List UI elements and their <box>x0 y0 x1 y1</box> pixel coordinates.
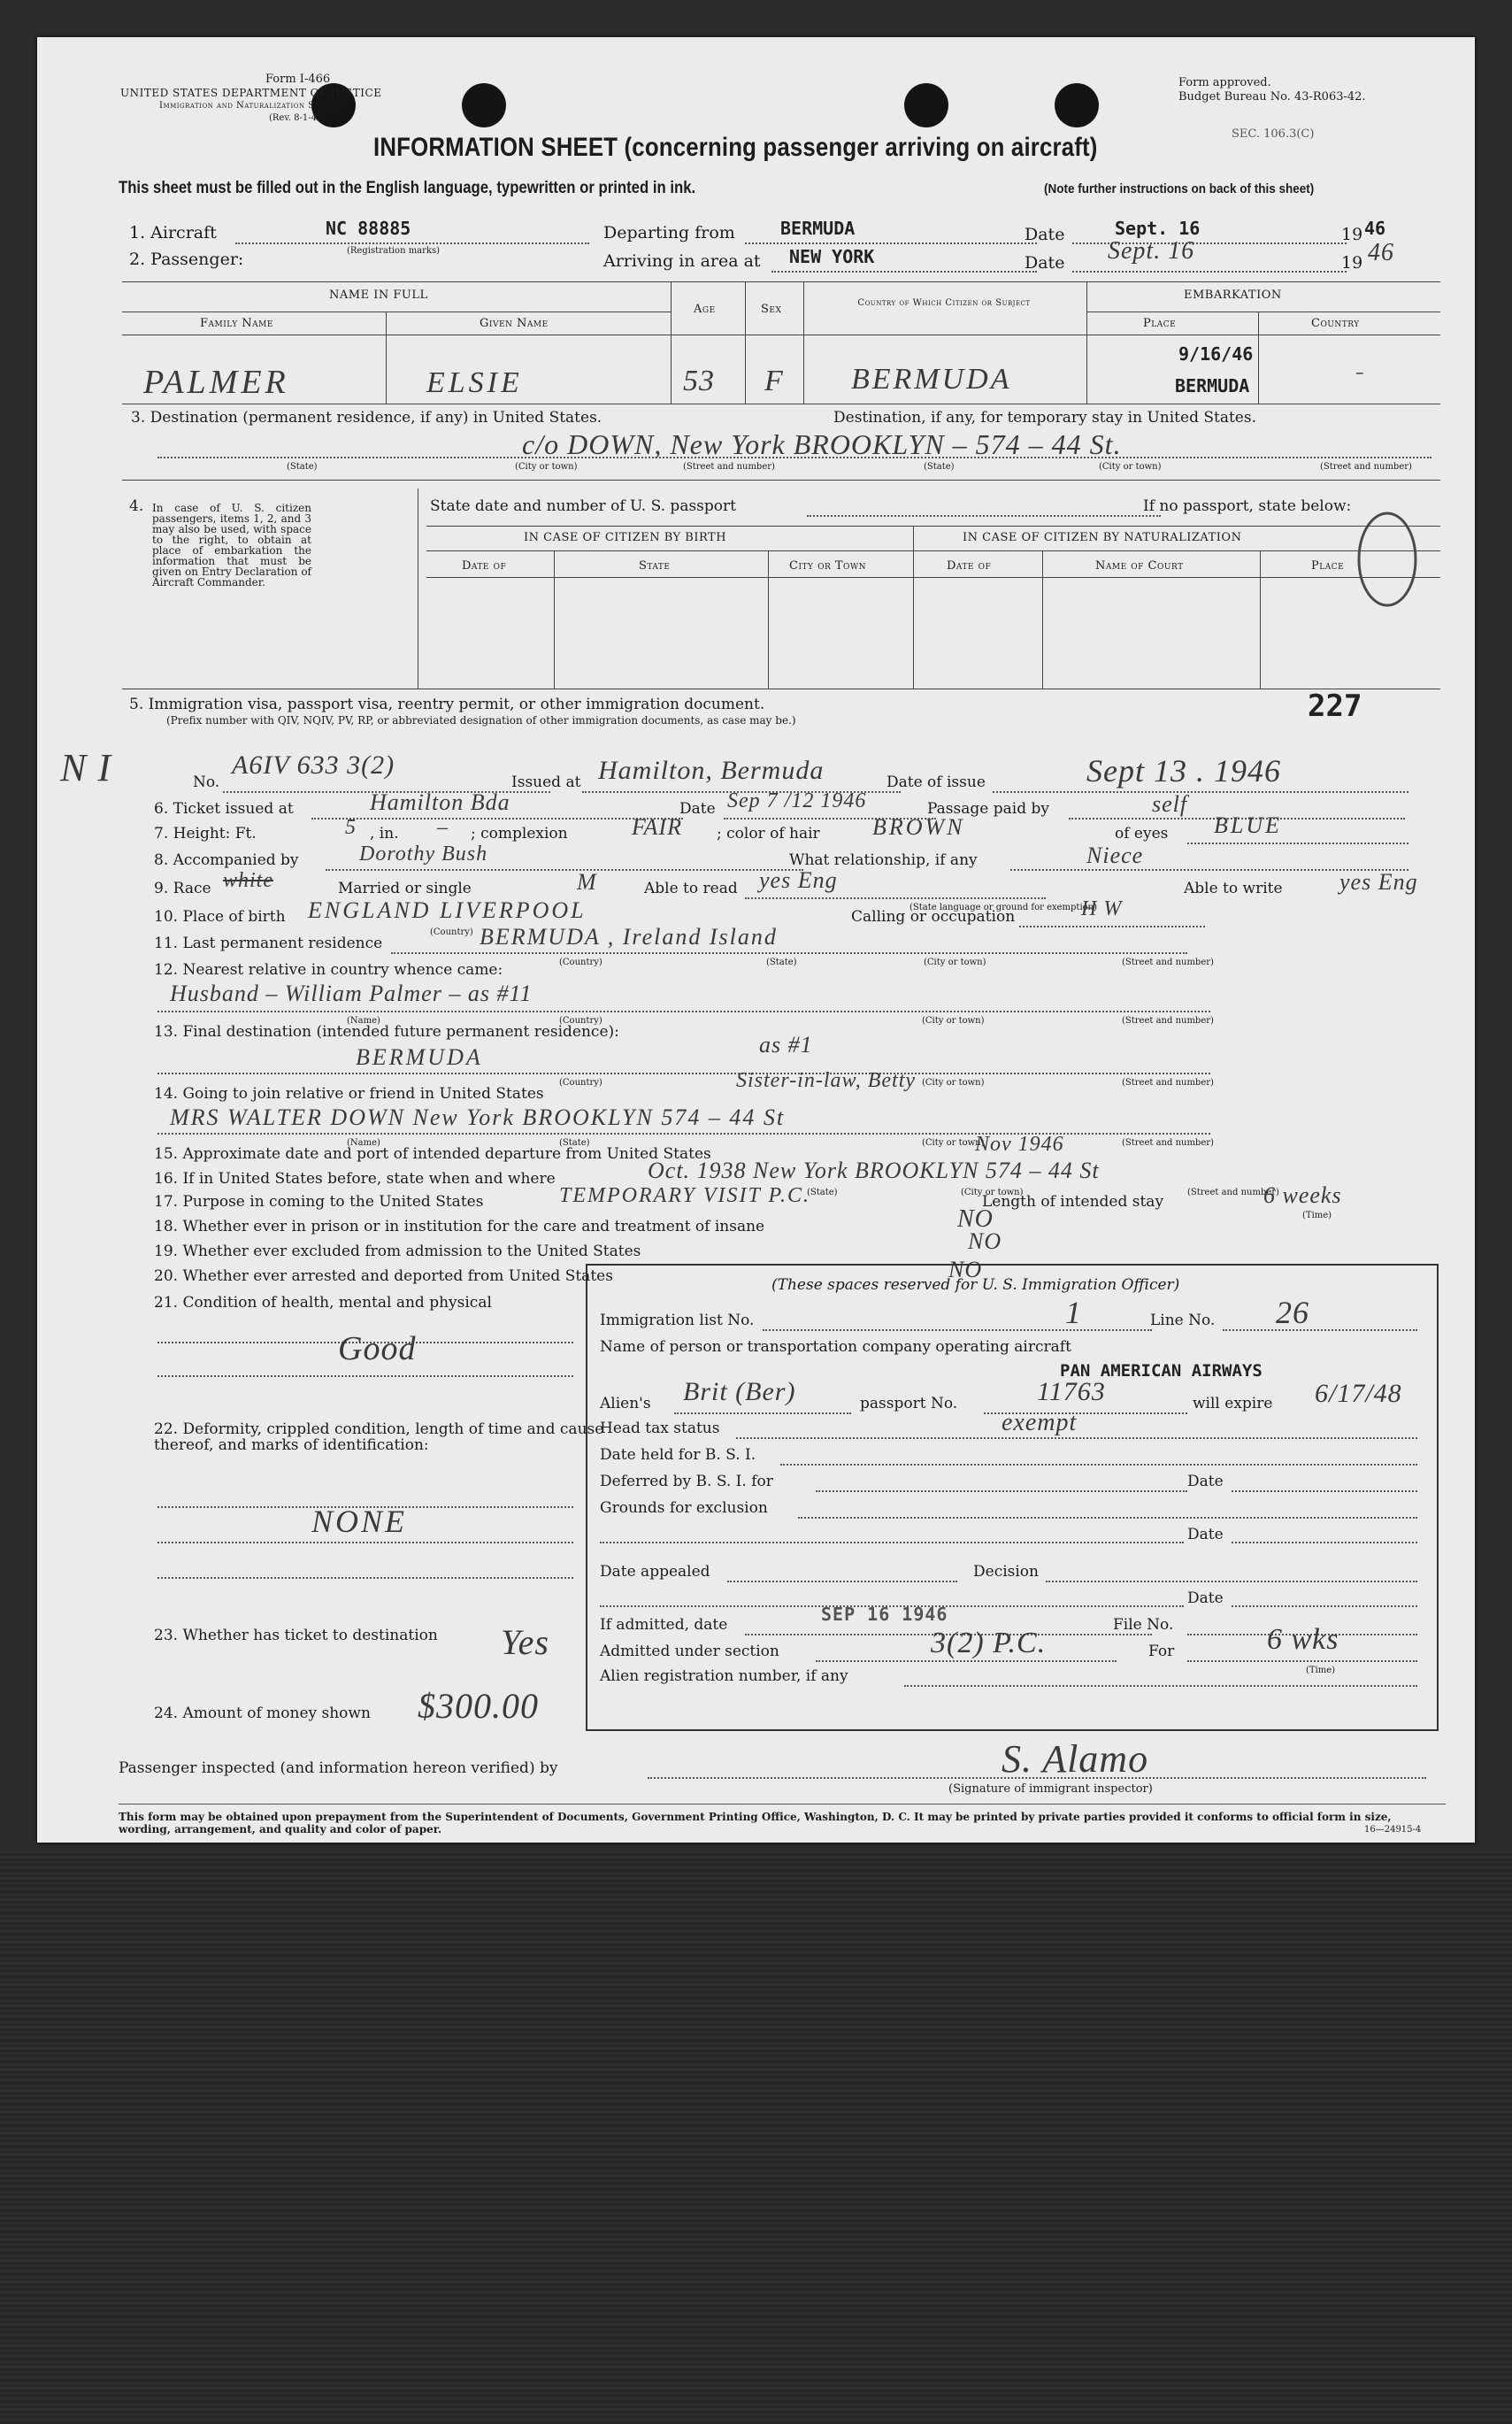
eye-color-value: BLUE <box>1214 812 1282 838</box>
departing-label: Departing from <box>603 223 735 242</box>
head-tax-value: exempt <box>1002 1409 1078 1436</box>
sub-country-13: (Country) <box>559 1078 602 1088</box>
able-to-read-label: Able to read <box>644 880 738 897</box>
alien-registration-label: Alien registration number, if any <box>600 1667 848 1685</box>
passport-number-value: 11763 <box>1037 1377 1106 1406</box>
stamped-number: 227 <box>1308 689 1362 724</box>
date-label-2: Date <box>1025 253 1065 273</box>
language-exemption-note: (State language or ground for exemption) <box>910 903 1098 912</box>
embarkation-date-value: 9/16/46 <box>1178 343 1254 365</box>
aircraft-value: NC 88885 <box>326 218 411 239</box>
issued-at-label: Issued at <box>511 773 581 791</box>
admitted-date-label: If admitted, date <box>600 1616 728 1634</box>
immigration-doc-label: 5. Immigration visa, passport visa, reentry permit, or other immigration document. <box>129 696 765 713</box>
stay-length-value: 6 weeks <box>1263 1182 1342 1208</box>
race-label: 9. Race <box>154 880 211 897</box>
grounds-date-label: Date <box>1187 1526 1224 1543</box>
purpose-label: 17. Purpose in coming to the United States <box>154 1193 484 1211</box>
race-value: white <box>223 869 273 892</box>
date-of-issue-value: Sept 13 . 1946 <box>1086 753 1281 789</box>
us-passport-label: State date and number of U. S. passport <box>430 497 736 515</box>
language-instruction: This sheet must be filled out in the English language, typewritten or printed in ink. <box>119 179 696 197</box>
hair-color-label: ; color of hair <box>717 825 820 843</box>
final-destination-value-2: as #1 <box>759 1032 813 1058</box>
officer-box-heading: (These spaces reserved for U. S. Immigration Officer) <box>771 1276 1180 1294</box>
excluded-label: 19. Whether ever excluded from admission to the United States <box>154 1243 641 1260</box>
aircraft-label: 1. Aircraft <box>129 223 217 242</box>
birthplace-label: 10. Place of birth <box>154 908 286 926</box>
budget-bureau-line: Budget Bureau No. 43-R063-42. <box>1178 90 1366 104</box>
prison-label: 18. Whether ever in prison or in institution for the care and treatment of insane <box>154 1218 765 1235</box>
health-value: Good <box>338 1330 417 1367</box>
line-number-label: Line No. <box>1150 1312 1216 1329</box>
item4-note: In case of U. S. citizen passengers, items 1, 2, and 3 may also be used, with space to the right, to obtain at place of embarkation the information that must be given on Entry Declaration of Aircraft Commander. <box>152 502 311 589</box>
date-label-1: Date <box>1025 225 1065 244</box>
join-relative-label: 14. Going to join relative or friend in United States <box>154 1085 544 1103</box>
admitted-section-label: Admitted under section <box>600 1643 779 1660</box>
company-label: Name of person or transportation company operating aircraft <box>600 1338 1071 1356</box>
age-header: Age <box>694 303 716 316</box>
name-in-full-header: NAME IN FULL <box>329 289 428 302</box>
given-name-value: ELSIE <box>426 366 523 399</box>
birthplace-value: ENGLAND LIVERPOOL <box>308 897 587 923</box>
relationship-value: Niece <box>1086 843 1144 868</box>
ticket-destination-value: Yes <box>501 1622 549 1662</box>
arriving-value: NEW YORK <box>789 246 875 267</box>
sub-country-10: (Country) <box>430 927 473 937</box>
married-value: M <box>577 869 597 895</box>
sub-city-11: (City or town) <box>924 958 986 967</box>
arriving-label: Arriving in area at <box>603 251 761 271</box>
registration-note: (Registration marks) <box>347 246 441 256</box>
embarkation-header: EMBARKATION <box>1184 289 1282 302</box>
previous-visit-value: Oct. 1938 New York BROOKLYN 574 – 44 St <box>648 1158 1100 1183</box>
ticket-issued-label: 6. Ticket issued at <box>154 800 294 818</box>
prison-value: NO <box>957 1205 994 1233</box>
sub-country-12: (Country) <box>559 1016 602 1026</box>
citizen-by-birth-header: IN CASE OF CITIZEN BY BIRTH <box>524 531 727 544</box>
date-of-issue-label: Date of issue <box>886 773 986 791</box>
accompanied-label: 8. Accompanied by <box>154 851 299 869</box>
item4-number: 4. <box>129 497 144 515</box>
file-number-label: File No. <box>1113 1616 1174 1634</box>
ticket-date-value: Sep 7 /12 1946 <box>727 789 867 812</box>
grounds-label: Grounds for exclusion <box>600 1499 768 1517</box>
punch-hole <box>1055 83 1099 127</box>
immigration-list-label: Immigration list No. <box>600 1312 755 1329</box>
arrival-date: Sept. 16 <box>1108 237 1195 265</box>
appeal-date-label: Date <box>1187 1589 1224 1607</box>
form-number: Form I-466 <box>265 73 331 86</box>
sex-header: Sex <box>761 303 782 316</box>
aliens-value: Brit (Ber) <box>683 1377 796 1406</box>
join-relative-value: MRS WALTER DOWN New York BROOKLYN 574 – 44 St <box>170 1104 786 1130</box>
family-name-value: PALMER <box>143 364 289 401</box>
married-label: Married or single <box>338 880 472 897</box>
passage-paid-label: Passage paid by <box>927 800 1049 818</box>
height-in-label: , in. <box>370 825 399 843</box>
ticket-date-label: Date <box>679 800 716 818</box>
immigration-doc-sublabel: (Prefix number with QIV, NQIV, PV, RP, or abbreviated designation of other immigration documents, as case may be.) <box>166 714 796 727</box>
deferred-date-label: Date <box>1187 1473 1224 1490</box>
department-line: UNITED STATES DEPARTMENT OF JUSTICE <box>120 87 382 99</box>
ticket-issued-value: Hamilton Bda <box>370 789 510 815</box>
deferred-label: Deferred by B. S. I. for <box>600 1473 773 1490</box>
height-ft-value: 5 <box>345 816 357 839</box>
age-value: 53 <box>683 365 715 397</box>
inspected-by-label: Passenger inspected (and information hereon verified) by <box>119 1759 558 1777</box>
departure-year: 46 <box>1364 218 1386 239</box>
circled-zero-mark <box>1352 506 1423 612</box>
deported-label: 20. Whether ever arrested and deported from United States <box>154 1267 613 1285</box>
punch-hole <box>462 83 506 127</box>
sub-state-14: (State) <box>559 1138 590 1148</box>
no-passport-label: If no passport, state below: <box>1143 497 1352 515</box>
sub-state-2: (State) <box>924 462 955 472</box>
able-to-write-value: yes Eng <box>1339 869 1418 895</box>
sub-country-11: (Country) <box>559 958 602 967</box>
service-line: Immigration and Naturalization Service <box>159 101 343 111</box>
issued-at-value: Hamilton, Bermuda <box>598 756 825 785</box>
destination-value: c/o DOWN, New York BROOKLYN – 574 – 44 St. <box>522 428 1122 460</box>
place-header: Place <box>1143 317 1177 330</box>
previous-visit-label: 16. If in United States before, state when and where <box>154 1170 556 1188</box>
last-residence-value: BERMUDA , Ireland Island <box>480 924 778 950</box>
nat-place-header: Place <box>1311 559 1345 573</box>
punch-hole <box>904 83 948 127</box>
able-to-write-label: Able to write <box>1184 880 1283 897</box>
sub-city-16: (City or town) <box>961 1188 1024 1197</box>
sub-name-12: (Name) <box>347 1016 380 1026</box>
sub-city-13: (City or town) <box>922 1078 985 1088</box>
sub-street-16: (Street and number) <box>1187 1188 1279 1197</box>
citizen-country-value: BERMUDA <box>851 363 1012 396</box>
embarkation-place-value: BERMUDA <box>1175 375 1250 396</box>
departure-plan-label: 15. Approximate date and port of intended departure from United States <box>154 1145 711 1163</box>
immigration-list-value: 1 <box>1065 1295 1082 1330</box>
will-expire-value: 6/17/48 <box>1315 1379 1402 1408</box>
country-header: Country <box>1311 317 1360 330</box>
admitted-date-stamp: SEP 16 1946 <box>821 1604 948 1625</box>
aliens-label: Alien's <box>600 1395 651 1412</box>
money-label: 24. Amount of money shown <box>154 1704 371 1722</box>
arrival-year: 46 <box>1368 239 1394 266</box>
passage-paid-value: self <box>1152 791 1188 817</box>
nat-court-header: Name of Court <box>1095 559 1184 573</box>
temporary-destination-label: Destination, if any, for temporary stay in United States. <box>833 409 1256 427</box>
departure-plan-value: Nov 1946 <box>975 1133 1064 1156</box>
for-label: For <box>1148 1643 1175 1660</box>
family-name-header: Family Name <box>200 317 273 330</box>
departure-date: Sept. 16 <box>1115 218 1201 239</box>
sub-street-11: (Street and number) <box>1122 958 1214 967</box>
margin-mark: N I <box>60 746 111 789</box>
destination-label: 3. Destination (permanent residence, if any) in United States. <box>131 409 602 427</box>
nat-date-of-header: Date of <box>947 559 992 573</box>
deformity-label: 22. Deformity, crippled condition, length of time and cause thereof, and marks of identification: <box>154 1420 604 1454</box>
doc-number-label: No. <box>193 773 220 791</box>
gpo-number: 16—24915-4 <box>1364 1825 1422 1835</box>
line-number-value: 26 <box>1276 1295 1309 1330</box>
birth-date-of-header: Date of <box>462 559 507 573</box>
last-residence-label: 11. Last permanent residence <box>154 935 383 952</box>
sub-city-2: (City or town) <box>1099 462 1162 472</box>
year-prefix-2: 19 <box>1341 253 1363 273</box>
signature-caption: (Signature of immigrant inspector) <box>948 1782 1153 1796</box>
accompanied-value: Dorothy Bush <box>359 843 488 866</box>
sub-street-14: (Street and number) <box>1122 1138 1214 1148</box>
scanner-background <box>0 1850 1512 2424</box>
sub-city-14: (City or town) <box>922 1138 985 1148</box>
sub-city-12: (City or town) <box>922 1016 985 1026</box>
height-in-value: – <box>437 816 449 839</box>
height-label: 7. Height: Ft. <box>154 825 257 843</box>
hair-color-value: BROWN <box>872 814 965 840</box>
section-stamp: SEC. 106.3(C) <box>1232 127 1315 141</box>
birth-state-header: State <box>639 559 671 573</box>
sex-value: F <box>764 365 784 397</box>
money-value: $300.00 <box>418 1686 539 1726</box>
page-title: INFORMATION SHEET (concerning passenger arriving on aircraft) <box>373 133 1098 162</box>
nearest-relative-label: 12. Nearest relative in country whence came: <box>154 961 503 979</box>
fine-print: This form may be obtained upon prepayment from the Superintendent of Documents, Government Printing Office, Washington, D. C. It may be printed by private parties provided it conforms to official form in size, wording, arrangement, and quality and color of paper. <box>119 1811 1392 1835</box>
head-tax-label: Head tax status <box>600 1420 720 1437</box>
nearest-relative-value: Husband – William Palmer – as #11 <box>170 981 533 1006</box>
sub-street: (Street and number) <box>683 462 775 472</box>
for-value: 6 wks <box>1267 1623 1339 1656</box>
final-destination-label: 13. Final destination (intended future permanent residence): <box>154 1023 619 1041</box>
able-to-read-value: yes Eng <box>759 867 838 893</box>
join-relative-relationship: Sister-in-law, Betty <box>736 1069 917 1092</box>
complexion-value: FAIR <box>632 814 682 840</box>
sub-time-for: (Time) <box>1306 1666 1336 1675</box>
date-held-label: Date held for B. S. I. <box>600 1446 756 1464</box>
sub-state: (State) <box>287 462 318 472</box>
health-label: 21. Condition of health, mental and physical <box>154 1294 492 1312</box>
sub-street-2: (Street and number) <box>1320 462 1412 472</box>
sub-time-17: (Time) <box>1302 1211 1332 1220</box>
sub-state-11: (State) <box>766 958 797 967</box>
date-appealed-label: Date appealed <box>600 1563 710 1581</box>
eye-color-label: of eyes <box>1115 825 1169 843</box>
approval-line: Form approved. <box>1178 76 1271 89</box>
company-value: PAN AMERICAN AIRWAYS <box>1060 1361 1263 1381</box>
relationship-label: What relationship, if any <box>789 851 978 869</box>
ticket-destination-label: 23. Whether has ticket to destination <box>154 1627 438 1644</box>
deported-value: NO <box>948 1257 983 1282</box>
excluded-value: NO <box>968 1228 1002 1254</box>
sub-city: (City or town) <box>515 462 578 472</box>
complexion-label: ; complexion <box>471 825 568 843</box>
birth-city-header: City or Town <box>789 559 867 573</box>
doc-number-value: A6IV 633 3(2) <box>232 750 395 780</box>
information-sheet-form <box>37 37 1475 1843</box>
sub-state-16: (State) <box>807 1188 838 1197</box>
citizen-by-naturalization-header: IN CASE OF CITIZEN BY NATURALIZATION <box>963 531 1242 544</box>
stay-length-label: Length of intended stay <box>982 1193 1164 1211</box>
purpose-value: TEMPORARY VISIT P.C. <box>559 1184 811 1207</box>
inspector-signature: S. Alamo <box>1002 1737 1149 1781</box>
will-expire-label: will expire <box>1193 1395 1273 1412</box>
back-instruction: (Note further instructions on back of this sheet) <box>1044 181 1315 196</box>
occupation-value: H W <box>1081 897 1123 920</box>
departing-value: BERMUDA <box>780 218 856 239</box>
passenger-label: 2. Passenger: <box>129 250 244 269</box>
sub-name-14: (Name) <box>347 1138 380 1148</box>
occupation-label: Calling or occupation <box>851 908 1016 926</box>
admitted-section-value: 3(2) P.C. <box>931 1627 1047 1659</box>
citizen-country-header: Country of Which Citizen or Subject <box>857 298 1031 308</box>
final-destination-value: BERMUDA <box>356 1044 483 1070</box>
deformity-value: NONE <box>311 1504 408 1539</box>
decision-label: Decision <box>973 1563 1039 1581</box>
year-prefix-1: 19 <box>1341 225 1363 244</box>
sub-street-13: (Street and number) <box>1122 1078 1214 1088</box>
given-name-header: Given Name <box>480 317 549 330</box>
sub-street-12: (Street and number) <box>1122 1016 1214 1026</box>
embarkation-country-value: – <box>1355 363 1364 382</box>
passport-number-label: passport No. <box>860 1395 958 1412</box>
revision-line: (Rev. 8-1-45) <box>269 113 326 123</box>
